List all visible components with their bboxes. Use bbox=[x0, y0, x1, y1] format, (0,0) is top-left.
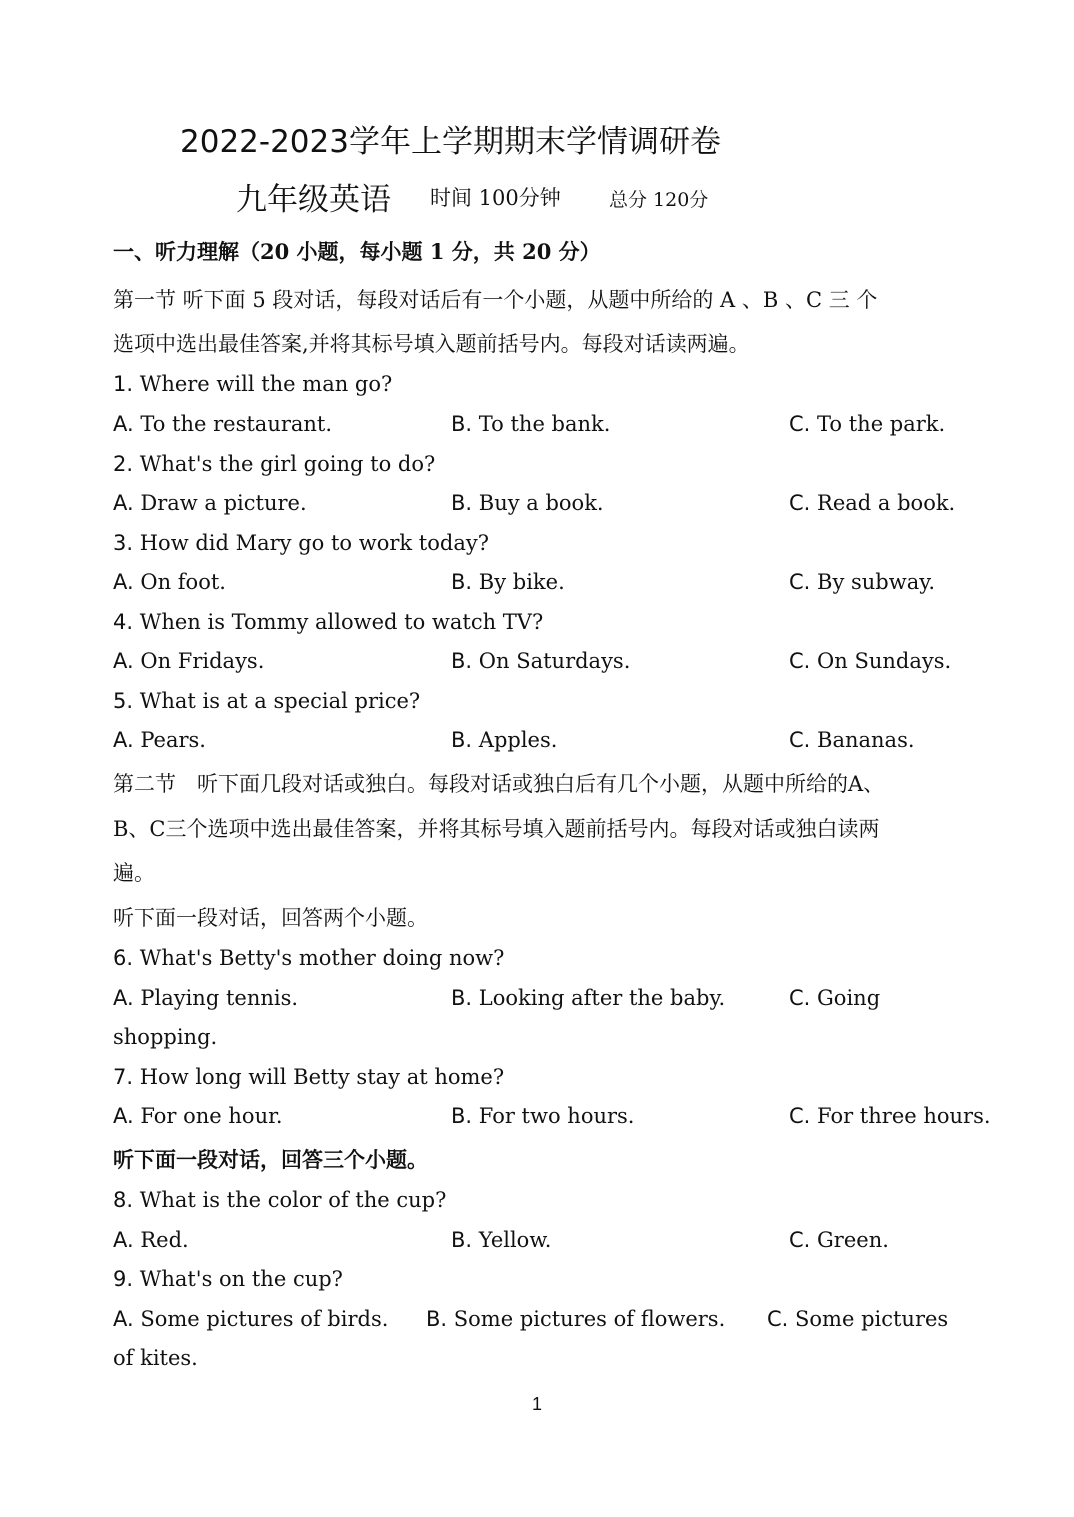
question-4: 4. When is Tommy allowed to watch TV? bbox=[113, 610, 544, 634]
q1-option-b: B. To the bank. bbox=[451, 412, 611, 436]
question-5: 5. What is at a special price? bbox=[113, 689, 421, 713]
section1-instruction-line2: 选项中选出最佳答案,并将其标号填入题前括号内。每段对话读两遍。 bbox=[113, 332, 750, 356]
question-6: 6. What's Betty's mother doing now? bbox=[113, 946, 505, 970]
q5-option-c: C. Bananas. bbox=[789, 728, 915, 752]
section2-instruction-line2: B、C三个选项中选出最佳答案，并将其标号填入题前括号内。每段对话或独白读两 bbox=[113, 817, 880, 841]
q2-option-b: B. Buy a book. bbox=[451, 491, 604, 515]
q2-option-c: C. Read a book. bbox=[789, 491, 956, 515]
q3-option-b: B. By bike. bbox=[451, 570, 565, 594]
q8-option-a: A. Red. bbox=[113, 1228, 189, 1252]
time-label: 时间 100分钟 bbox=[430, 186, 561, 210]
question-1: 1. Where will the man go? bbox=[113, 372, 393, 396]
q7-option-b: B. For two hours. bbox=[451, 1104, 635, 1128]
section2-instruction-line3: 遍。 bbox=[113, 861, 155, 885]
question-2: 2. What's the girl going to do? bbox=[113, 452, 436, 476]
section1-instruction-line1: 第一节 听下面 5 段对话，每段对话后有一个小题，从题中所给的 A 、B 、C 三 个 bbox=[113, 288, 878, 312]
part1-heading: 一、听力理解（20 小题，每小题 1 分，共 20 分） bbox=[113, 239, 601, 264]
score-label: 总分 120分 bbox=[609, 189, 709, 211]
q4-option-a: A. On Fridays. bbox=[113, 649, 265, 673]
question-7: 7. How long will Betty stay at home? bbox=[113, 1065, 505, 1089]
q6-option-a: A. Playing tennis. bbox=[113, 986, 299, 1010]
question-8: 8. What is the color of the cup? bbox=[113, 1188, 447, 1212]
q5-option-b: B. Apples. bbox=[451, 728, 558, 752]
q7-option-c: C. For three hours. bbox=[789, 1104, 991, 1128]
q4-option-b: B. On Saturdays. bbox=[451, 649, 631, 673]
section2-instruction-line1: 第二节 听下面几段对话或独白。每段对话或独白后有几个小题，从题中所给的A、 bbox=[113, 772, 885, 796]
q1-option-c: C. To the park. bbox=[789, 412, 946, 436]
question-3: 3. How did Mary go to work today? bbox=[113, 531, 489, 555]
q9-option-c-continued: of kites. bbox=[113, 1346, 198, 1370]
q5-option-a: A. Pears. bbox=[113, 728, 206, 752]
q8-option-c: C. Green. bbox=[789, 1228, 889, 1252]
page-number: 1 bbox=[532, 1394, 543, 1414]
q7-option-a: A. For one hour. bbox=[113, 1104, 283, 1128]
q4-option-c: C. On Sundays. bbox=[789, 649, 952, 673]
q6-option-c-continued: shopping. bbox=[113, 1025, 218, 1049]
q9-option-c: C. Some pictures bbox=[767, 1307, 949, 1331]
q9-option-a: A. Some pictures of birds. bbox=[113, 1307, 389, 1331]
q3-option-c: C. By subway. bbox=[789, 570, 935, 594]
exam-title: 2022-2023学年上学期期末学情调研卷 bbox=[180, 124, 721, 160]
subject-title: 九年级英语 bbox=[236, 182, 391, 218]
q1-option-a: A. To the restaurant. bbox=[113, 412, 333, 436]
question-9: 9. What's on the cup? bbox=[113, 1267, 343, 1291]
q6-option-c: C. Going bbox=[789, 986, 881, 1010]
instruction-two-questions: 听下面一段对话，回答两个小题。 bbox=[113, 906, 428, 930]
q8-option-b: B. Yellow. bbox=[451, 1228, 552, 1252]
q3-option-a: A. On foot. bbox=[113, 570, 226, 594]
q2-option-a: A. Draw a picture. bbox=[113, 491, 307, 515]
instruction-three-questions: 听下面一段对话，回答三个小题。 bbox=[113, 1147, 428, 1172]
q6-option-b: B. Looking after the baby. bbox=[451, 986, 726, 1010]
q9-option-b: B. Some pictures of flowers. bbox=[426, 1307, 726, 1331]
